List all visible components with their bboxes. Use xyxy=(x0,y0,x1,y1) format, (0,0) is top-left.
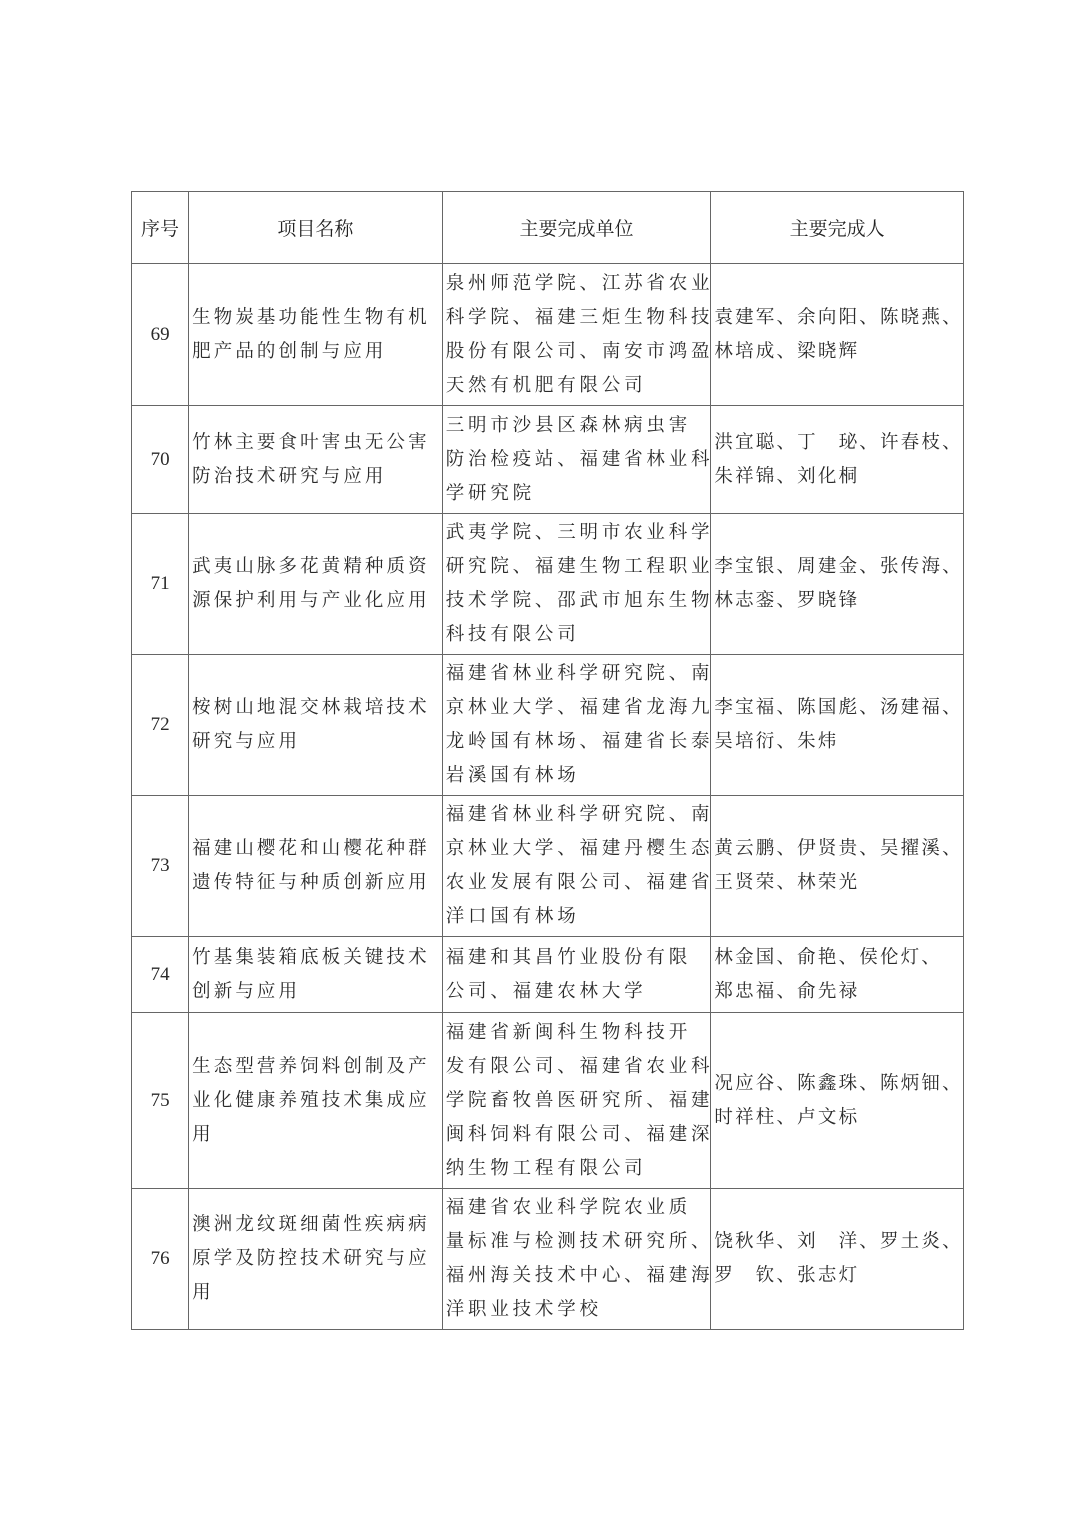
serial-number-cell: 71 xyxy=(132,514,189,655)
project-name-cell-line: 生物炭基功能性生物有机 xyxy=(192,306,430,328)
project-name-cell-line: 研究与应用 xyxy=(192,731,301,752)
main-people-cell xyxy=(711,1189,964,1330)
main-units-cell-line: 技术学院、邵武市旭东生物 xyxy=(445,590,714,611)
header-main-people: 主要完成人 xyxy=(711,192,964,264)
table-row xyxy=(132,514,964,655)
main-people-cell-line: 王贤荣、林荣光 xyxy=(714,872,860,893)
main-units-cell-line: 三明市沙县区森林病虫害 xyxy=(445,414,692,436)
project-name-cell xyxy=(189,406,443,514)
project-name-cell-line: 桉树山地混交林栽培技术 xyxy=(192,697,430,718)
project-name-cell-line: 竹基集装箱底板关键技术 xyxy=(192,946,430,968)
serial-number-cell: 73 xyxy=(132,796,189,937)
project-name-cell-line: 竹林主要食叶害虫无公害 xyxy=(192,431,430,453)
project-name-cell-line: 肥产品的创制与应用 xyxy=(192,340,387,362)
table-row xyxy=(132,655,964,796)
project-name-cell-line: 业化健康养殖技术集成应 xyxy=(192,1089,430,1111)
project-name-cell-line: 遗传特征与种质创新应用 xyxy=(192,872,430,893)
project-name-cell xyxy=(189,1189,443,1330)
main-units-cell xyxy=(442,1189,714,1330)
awards-table xyxy=(131,191,964,1330)
table-row xyxy=(132,1189,964,1330)
main-units-cell-line: 学研究院 xyxy=(445,482,535,504)
main-people-cell-line: 李宝福、陈国彪、汤建福、 xyxy=(714,697,963,718)
main-people-cell-line: 袁建军、余向阳、陈晓燕、 xyxy=(714,306,963,328)
main-units-cell-line: 福建省农业科学院农业质 xyxy=(445,1197,692,1218)
main-people-cell-line: 李宝银、周建金、张传海、 xyxy=(714,556,963,577)
main-units-cell-line: 学院畜牧兽医研究所、福建 xyxy=(445,1089,714,1111)
table-body xyxy=(132,264,964,1330)
project-name-cell-line: 创新与应用 xyxy=(192,980,301,1002)
main-people-cell xyxy=(711,796,964,937)
table-row xyxy=(132,406,964,514)
project-name-cell-line: 防治技术研究与应用 xyxy=(192,465,387,487)
main-people-cell xyxy=(711,1013,964,1189)
project-name-cell xyxy=(189,796,443,937)
main-units-cell-line: 武夷学院、三明市农业科学 xyxy=(445,522,714,543)
table-row xyxy=(132,1013,964,1189)
main-people-cell-line: 朱祥锦、刘化桐 xyxy=(714,465,860,487)
main-units-cell-line: 福州海关技术中心、福建海 xyxy=(445,1265,714,1286)
main-units-cell-line: 农业发展有限公司、福建省 xyxy=(445,872,714,893)
project-name-cell-line: 武夷山脉多花黄精种质资 xyxy=(192,556,430,577)
main-people-cell-line: 时祥柱、卢文标 xyxy=(714,1106,860,1128)
project-name-cell-line: 用 xyxy=(192,1282,214,1303)
main-units-cell xyxy=(442,264,714,406)
main-units-cell xyxy=(442,1013,714,1189)
main-people-cell-line: 罗 钦、张志灯 xyxy=(714,1265,860,1286)
table-row xyxy=(132,937,964,1013)
project-name-cell-line: 用 xyxy=(192,1123,214,1145)
project-name-cell-line: 生态型营养饲料创制及产 xyxy=(192,1055,430,1077)
main-units-cell-line: 岩溪国有林场 xyxy=(445,765,580,786)
main-units-cell-line: 科学院、福建三炬生物科技 xyxy=(445,306,714,328)
main-units-cell xyxy=(442,406,714,514)
project-name-cell-line: 福建山樱花和山樱花种群 xyxy=(192,838,430,859)
main-units-cell-line: 福建和其昌竹业股份有限 xyxy=(445,946,692,968)
main-people-cell xyxy=(711,406,964,514)
main-people-cell xyxy=(711,937,964,1013)
main-people-cell-line: 吴培衍、朱炜 xyxy=(714,731,839,752)
project-name-cell-line: 原学及防控技术研究与应 xyxy=(192,1248,430,1269)
project-name-cell xyxy=(189,514,443,655)
main-people-cell-line: 洪宜聪、丁 珌、许春枝、 xyxy=(714,431,963,453)
main-people-cell-line: 林培成、梁晓辉 xyxy=(714,340,860,362)
table-row xyxy=(132,796,964,937)
main-units-cell xyxy=(442,796,714,937)
main-people-cell-line: 况应谷、陈鑫珠、陈炳钿、 xyxy=(714,1072,963,1094)
main-people-cell-line: 郑忠福、俞先禄 xyxy=(714,980,860,1002)
main-units-cell-line: 天然有机肥有限公司 xyxy=(445,374,647,396)
main-units-cell-line: 龙岭国有林场、福建省长泰 xyxy=(445,731,714,752)
main-units-cell-line: 科技有限公司 xyxy=(445,624,580,645)
main-units-cell-line: 公司、福建农林大学 xyxy=(445,980,647,1002)
main-units-cell-line: 闽科饲料有限公司、福建深 xyxy=(445,1123,714,1145)
project-name-cell xyxy=(189,264,443,406)
header-main-units: 主要完成单位 xyxy=(442,192,711,264)
main-people-cell xyxy=(711,514,964,655)
serial-number-cell: 76 xyxy=(132,1189,189,1330)
main-units-cell xyxy=(442,514,714,655)
project-name-cell-line: 澳洲龙纹斑细菌性疾病病 xyxy=(192,1214,430,1235)
main-units-cell-line: 防治检疫站、福建省林业科 xyxy=(445,448,714,470)
main-units-cell xyxy=(442,655,714,796)
main-units-cell-line: 纳生物工程有限公司 xyxy=(445,1157,647,1179)
main-people-cell xyxy=(711,655,964,796)
main-units-cell-line: 洋口国有林场 xyxy=(445,906,580,927)
main-units-cell-line: 泉州师范学院、江苏省农业 xyxy=(445,272,714,294)
main-people-cell-line: 林志銮、罗晓锋 xyxy=(714,590,860,611)
main-units-cell-line: 研究院、福建生物工程职业 xyxy=(445,556,714,577)
project-name-cell xyxy=(189,1013,443,1189)
main-people-cell-line: 林金国、俞艳、侯伦灯、 xyxy=(714,946,943,968)
main-units-cell-line: 洋职业技术学校 xyxy=(445,1299,602,1320)
project-name-cell xyxy=(189,937,443,1013)
serial-number-cell: 74 xyxy=(132,937,189,1013)
main-people-cell-line: 黄云鹏、伊贤贵、吴擢溪、 xyxy=(714,838,963,859)
table-header-row xyxy=(132,192,964,264)
main-people-cell-line: 饶秋华、刘 洋、罗土炎、 xyxy=(714,1231,963,1252)
header-project-name: 项目名称 xyxy=(189,192,443,264)
serial-number-cell: 69 xyxy=(132,264,189,406)
main-units-cell-line: 福建省林业科学研究院、南 xyxy=(445,804,714,825)
main-units-cell-line: 量标准与检测技术研究所、 xyxy=(445,1231,714,1252)
table-row xyxy=(132,264,964,406)
serial-number-cell: 72 xyxy=(132,655,189,796)
serial-number-cell: 70 xyxy=(132,406,189,514)
main-units-cell xyxy=(442,937,711,1013)
main-units-cell-line: 京林业大学、福建丹樱生态 xyxy=(445,838,714,859)
main-units-cell-line: 京林业大学、福建省龙海九 xyxy=(445,697,714,718)
main-people-cell xyxy=(711,264,964,406)
project-name-cell xyxy=(189,655,443,796)
project-name-cell-line: 源保护利用与产业化应用 xyxy=(192,590,430,611)
main-units-cell-line: 福建省新闽科生物科技开 xyxy=(445,1021,692,1043)
header-serial-number: 序号 xyxy=(132,192,189,264)
main-units-cell-line: 发有限公司、福建省农业科 xyxy=(445,1055,714,1077)
main-units-cell-line: 股份有限公司、南安市鸿盈 xyxy=(445,340,714,362)
main-units-cell-line: 福建省林业科学研究院、南 xyxy=(445,663,714,684)
serial-number-cell: 75 xyxy=(132,1013,189,1189)
